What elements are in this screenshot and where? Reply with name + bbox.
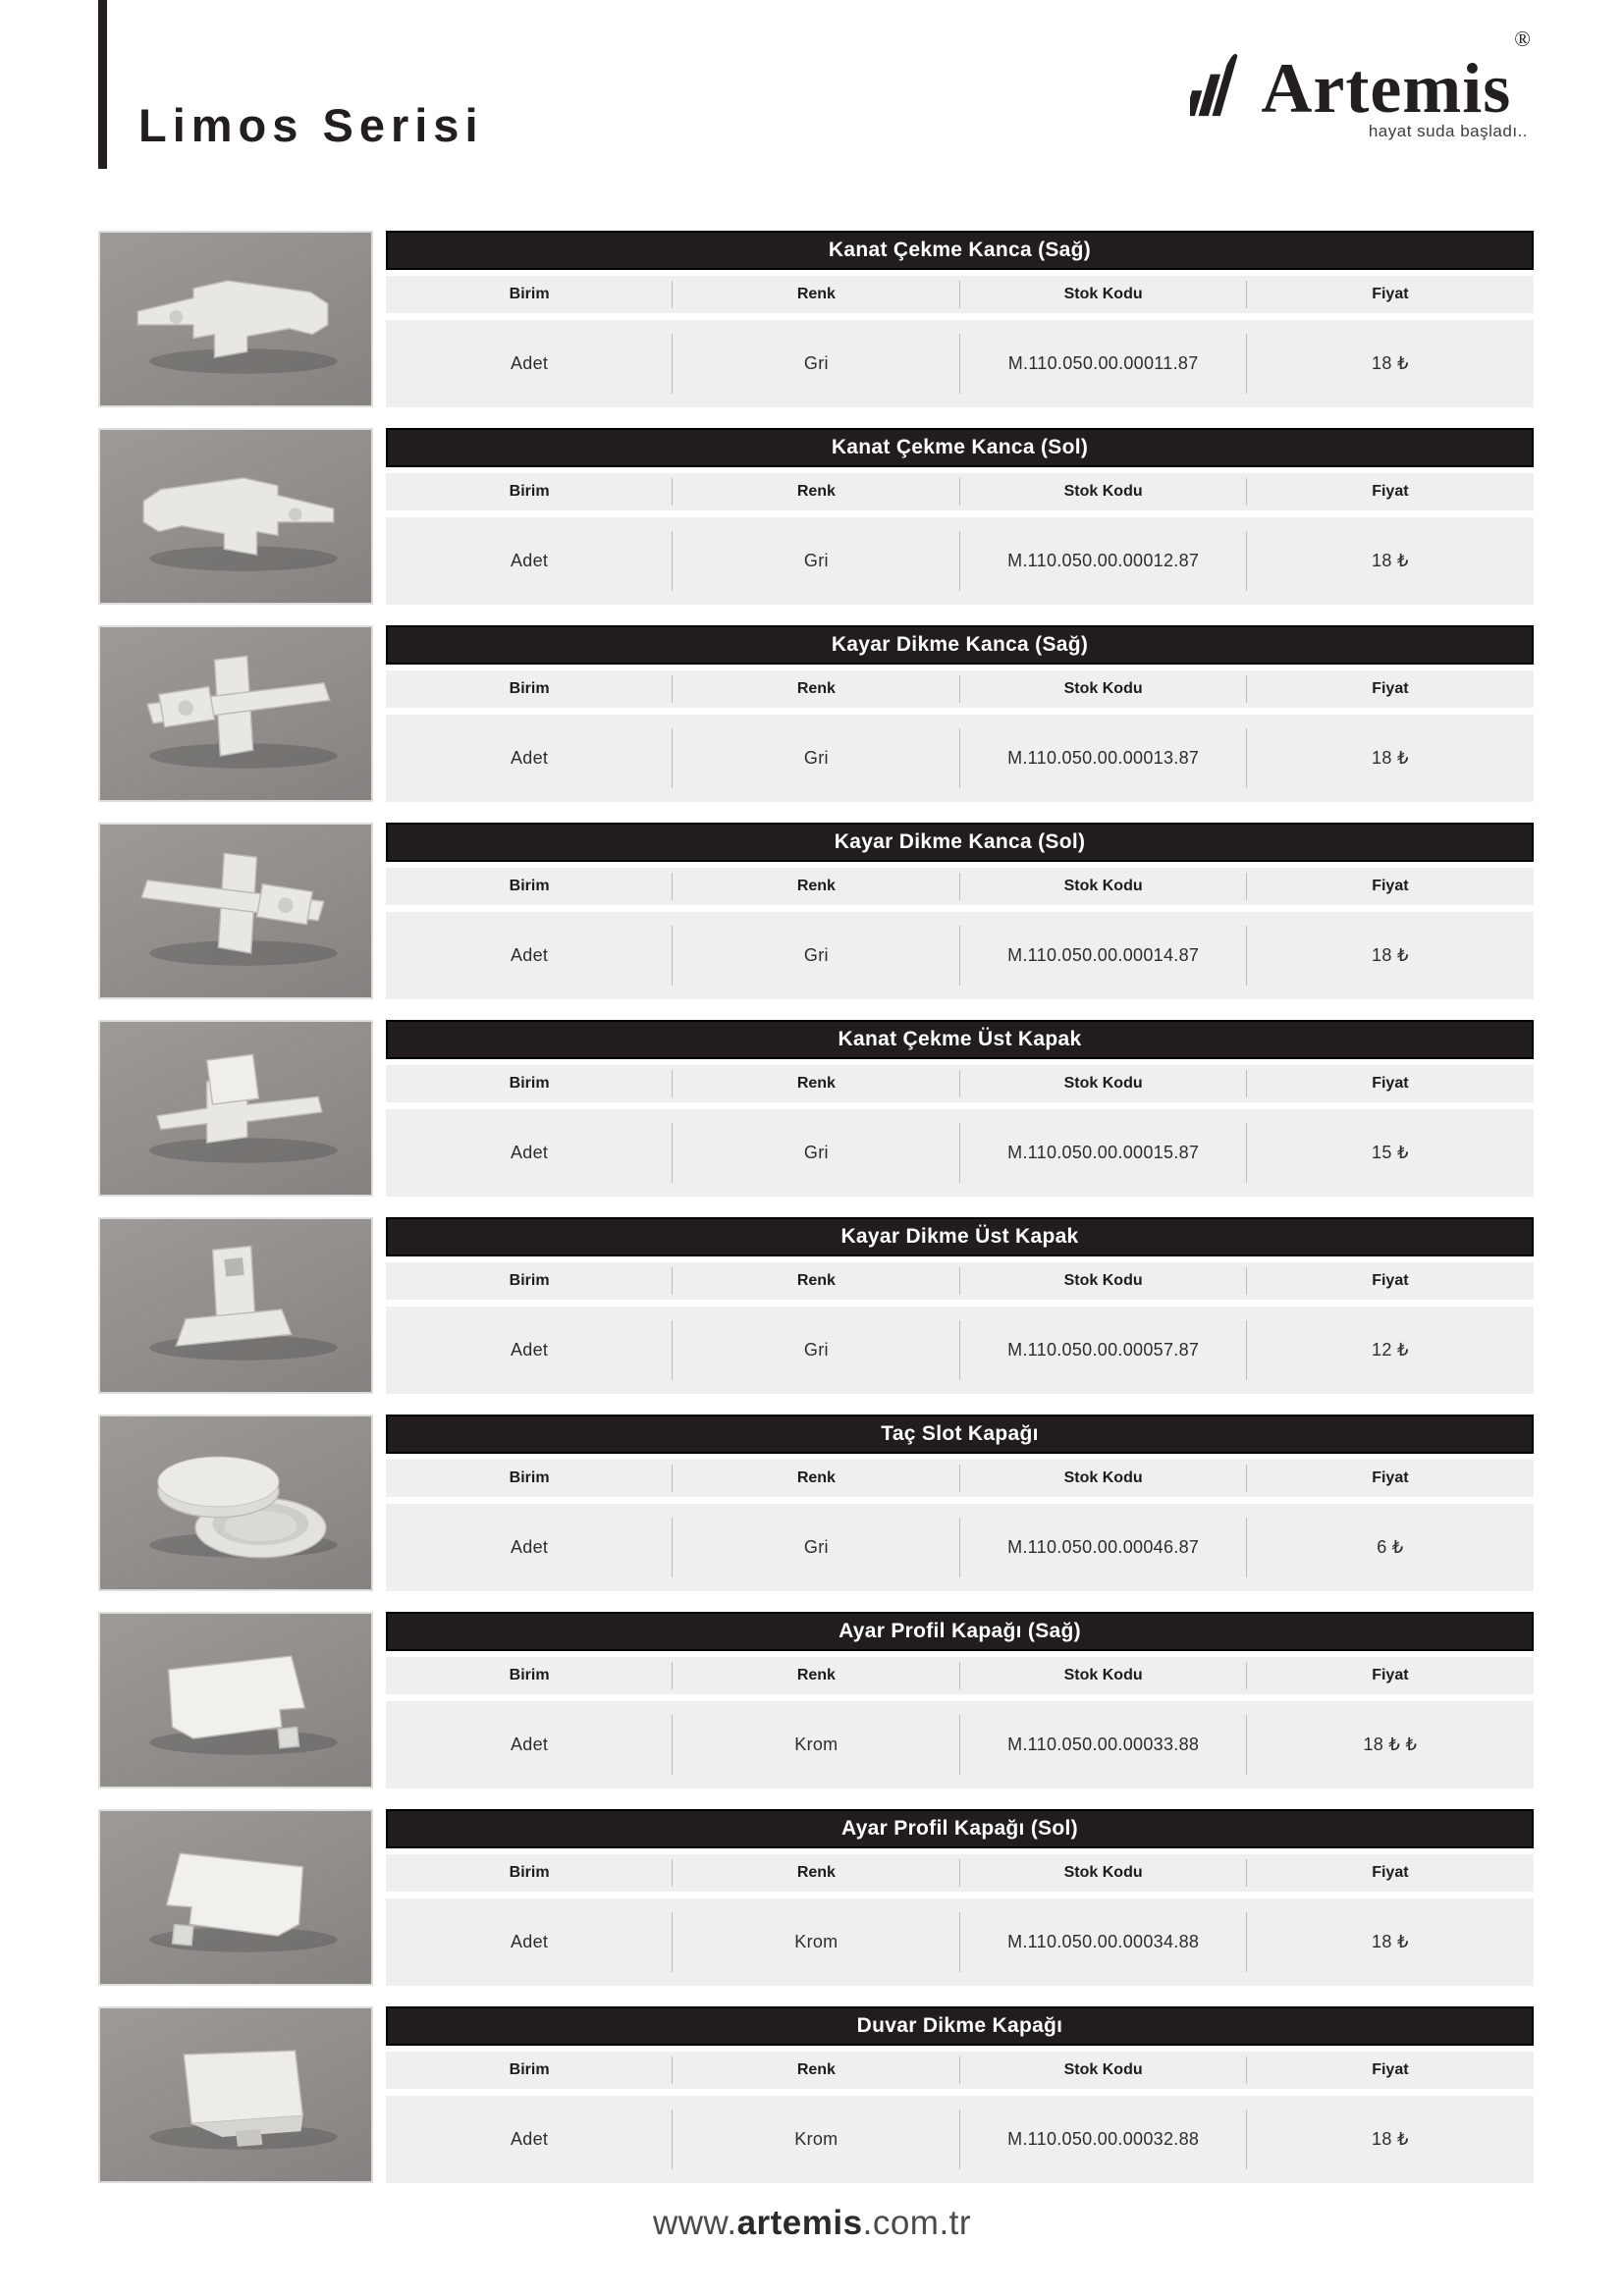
- table-data-row: [386, 1701, 1534, 1789]
- product-table: [386, 1415, 1534, 1591]
- table-header-row: [386, 1460, 1534, 1497]
- footer-url-suffix: .com.tr: [862, 2204, 972, 2242]
- cell-stok-kodu: M.110.050.00.00014.87: [960, 912, 1247, 999]
- column-header-birim: Birim: [386, 1262, 673, 1300]
- product-name-header: Ayar Profil Kapağı (Sol): [386, 1809, 1534, 1848]
- cell-birim: Adet: [386, 517, 673, 605]
- brand-tagline: hayat suda başladı..: [1368, 122, 1528, 140]
- product-section: [98, 823, 1534, 999]
- column-header-stok-kodu: Stok Kodu: [960, 670, 1247, 708]
- accent-bar: [98, 0, 107, 169]
- table-data-row: [386, 1109, 1534, 1197]
- cell-renk: Gri: [673, 715, 959, 802]
- column-header-fiyat: Fiyat: [1372, 1075, 1409, 1092]
- product-section: [98, 428, 1534, 605]
- column-header-renk: Renk: [673, 1854, 959, 1892]
- cell-renk: Krom: [673, 1701, 959, 1789]
- column-header-birim: Birim: [386, 1065, 673, 1102]
- page-header: [0, 0, 1624, 231]
- column-header-stok-kodu: Stok Kodu: [960, 1657, 1247, 1694]
- column-header-birim: Birim: [386, 473, 673, 510]
- column-header-fiyat: Fiyat: [1372, 2061, 1409, 2078]
- cell-renk: Gri: [673, 912, 959, 999]
- table-header-row: [386, 2052, 1534, 2089]
- slide-hook-left-part-photo: [98, 823, 373, 999]
- product-name-header: Kanat Çekme Kanca (Sol): [386, 428, 1534, 467]
- brand-logo: [1190, 26, 1531, 141]
- product-section: [98, 625, 1534, 802]
- column-header-fiyat: Fiyat: [1372, 1864, 1409, 1881]
- square-cap-part-photo: [98, 2006, 373, 2183]
- cell-birim: Adet: [386, 1504, 673, 1591]
- hook-right-part-photo: [98, 231, 373, 407]
- footer: [0, 2204, 1624, 2272]
- cell-birim: Adet: [386, 1109, 673, 1197]
- cell-renk: Krom: [673, 1898, 959, 1986]
- column-header-stok-kodu: Stok Kodu: [960, 1854, 1247, 1892]
- column-header-stok-kodu: Stok Kodu: [960, 868, 1247, 905]
- product-list: [98, 231, 1534, 2183]
- cell-birim: Adet: [386, 715, 673, 802]
- product-section: [98, 1415, 1534, 1591]
- cell-fiyat: 6 ₺: [1377, 1537, 1404, 1557]
- corner-cap-right-part-photo: [98, 1612, 373, 1789]
- cell-stok-kodu: M.110.050.00.00034.88: [960, 1898, 1247, 1986]
- page-title: Limos Serisi: [138, 99, 484, 151]
- column-header-birim: Birim: [386, 1460, 673, 1497]
- column-header-renk: Renk: [673, 2052, 959, 2089]
- table-header-row: [386, 1854, 1534, 1892]
- product-table: [386, 428, 1534, 605]
- cell-fiyat: 18 ₺: [1372, 748, 1409, 768]
- product-name-header: Kayar Dikme Kanca (Sağ): [386, 625, 1534, 665]
- cell-fiyat: 18 ₺ ₺: [1363, 1735, 1418, 1754]
- column-header-stok-kodu: Stok Kodu: [960, 473, 1247, 510]
- table-data-row: [386, 912, 1534, 999]
- cell-stok-kodu: M.110.050.00.00013.87: [960, 715, 1247, 802]
- product-table: [386, 1612, 1534, 1789]
- column-header-renk: Renk: [673, 276, 959, 313]
- cell-stok-kodu: M.110.050.00.00012.87: [960, 517, 1247, 605]
- product-name-header: Kanat Çekme Üst Kapak: [386, 1020, 1534, 1059]
- cell-renk: Gri: [673, 1307, 959, 1394]
- table-data-row: [386, 715, 1534, 802]
- hook-left-part-photo: [98, 428, 373, 605]
- product-section: [98, 231, 1534, 407]
- product-table: [386, 2006, 1534, 2183]
- product-name-header: Ayar Profil Kapağı (Sağ): [386, 1612, 1534, 1651]
- column-header-birim: Birim: [386, 670, 673, 708]
- column-header-renk: Renk: [673, 1657, 959, 1694]
- column-header-renk: Renk: [673, 1065, 959, 1102]
- cell-fiyat: 18 ₺: [1372, 2129, 1409, 2149]
- cell-stok-kodu: M.110.050.00.00011.87: [960, 320, 1247, 407]
- table-data-row: [386, 517, 1534, 605]
- column-header-renk: Renk: [673, 670, 959, 708]
- cell-birim: Adet: [386, 1701, 673, 1789]
- column-header-fiyat: Fiyat: [1372, 1667, 1409, 1683]
- corner-cap-left-part-photo: [98, 1809, 373, 1986]
- cell-renk: Gri: [673, 1109, 959, 1197]
- table-header-row: [386, 868, 1534, 905]
- column-header-birim: Birim: [386, 1657, 673, 1694]
- cell-birim: Adet: [386, 2096, 673, 2183]
- product-section: [98, 1020, 1534, 1197]
- registered-trademark-icon: ®: [1514, 26, 1531, 51]
- cell-stok-kodu: M.110.050.00.00032.88: [960, 2096, 1247, 2183]
- table-header-row: [386, 670, 1534, 708]
- column-header-stok-kodu: Stok Kodu: [960, 2052, 1247, 2089]
- artemis-logo-mark-icon: [1190, 45, 1255, 118]
- cell-stok-kodu: M.110.050.00.00033.88: [960, 1701, 1247, 1789]
- column-header-fiyat: Fiyat: [1372, 1272, 1409, 1289]
- table-data-row: [386, 1898, 1534, 1986]
- cell-stok-kodu: M.110.050.00.00057.87: [960, 1307, 1247, 1394]
- column-header-fiyat: Fiyat: [1372, 483, 1409, 500]
- cell-fiyat: 18 ₺: [1372, 945, 1409, 965]
- product-table: [386, 1020, 1534, 1197]
- product-section: [98, 1612, 1534, 1789]
- cell-fiyat: 18 ₺: [1372, 353, 1409, 373]
- cell-stok-kodu: M.110.050.00.00046.87: [960, 1504, 1247, 1591]
- round-caps-part-photo: [98, 1415, 373, 1591]
- column-header-stok-kodu: Stok Kodu: [960, 1460, 1247, 1497]
- product-name-header: Duvar Dikme Kapağı: [386, 2006, 1534, 2046]
- cell-renk: Gri: [673, 1504, 959, 1591]
- product-table: [386, 231, 1534, 407]
- table-header-row: [386, 1262, 1534, 1300]
- column-header-fiyat: Fiyat: [1372, 286, 1409, 302]
- cell-birim: Adet: [386, 1898, 673, 1986]
- column-header-birim: Birim: [386, 2052, 673, 2089]
- product-section: [98, 2006, 1534, 2183]
- column-header-fiyat: Fiyat: [1372, 680, 1409, 697]
- cell-fiyat: 12 ₺: [1372, 1340, 1409, 1360]
- column-header-renk: Renk: [673, 473, 959, 510]
- cell-fiyat: 18 ₺: [1372, 1932, 1409, 1951]
- column-header-birim: Birim: [386, 1854, 673, 1892]
- table-data-row: [386, 320, 1534, 407]
- table-data-row: [386, 1504, 1534, 1591]
- column-header-renk: Renk: [673, 1262, 959, 1300]
- column-header-birim: Birim: [386, 276, 673, 313]
- product-name-header: Kayar Dikme Üst Kapak: [386, 1217, 1534, 1256]
- column-header-stok-kodu: Stok Kodu: [960, 1065, 1247, 1102]
- column-header-birim: Birim: [386, 868, 673, 905]
- column-header-fiyat: Fiyat: [1372, 1469, 1409, 1486]
- brand-name: Artemis: [1261, 48, 1512, 128]
- cell-birim: Adet: [386, 912, 673, 999]
- cell-birim: Adet: [386, 1307, 673, 1394]
- table-header-row: [386, 1065, 1534, 1102]
- footer-url-brand: artemis: [736, 2204, 863, 2242]
- product-name-header: Kanat Çekme Kanca (Sağ): [386, 231, 1534, 270]
- product-table: [386, 823, 1534, 999]
- post-cap-part-photo: [98, 1217, 373, 1394]
- cell-birim: Adet: [386, 320, 673, 407]
- column-header-renk: Renk: [673, 868, 959, 905]
- column-header-fiyat: Fiyat: [1372, 878, 1409, 894]
- cell-fiyat: 15 ₺: [1372, 1143, 1409, 1162]
- product-table: [386, 1217, 1534, 1394]
- cell-fiyat: 18 ₺: [1372, 551, 1409, 570]
- cell-renk: Krom: [673, 2096, 959, 2183]
- column-header-stok-kodu: Stok Kodu: [960, 276, 1247, 313]
- product-table: [386, 1809, 1534, 1986]
- product-name-header: Kayar Dikme Kanca (Sol): [386, 823, 1534, 862]
- cell-stok-kodu: M.110.050.00.00015.87: [960, 1109, 1247, 1197]
- table-header-row: [386, 276, 1534, 313]
- footer-website-link[interactable]: [653, 2204, 971, 2242]
- top-cap-part-photo: [98, 1020, 373, 1197]
- cell-renk: Gri: [673, 517, 959, 605]
- slide-hook-right-part-photo: [98, 625, 373, 802]
- column-header-renk: Renk: [673, 1460, 959, 1497]
- table-data-row: [386, 2096, 1534, 2183]
- table-header-row: [386, 473, 1534, 510]
- product-section: [98, 1217, 1534, 1394]
- product-table: [386, 625, 1534, 802]
- column-header-stok-kodu: Stok Kodu: [960, 1262, 1247, 1300]
- product-name-header: Taç Slot Kapağı: [386, 1415, 1534, 1454]
- product-section: [98, 1809, 1534, 1986]
- table-data-row: [386, 1307, 1534, 1394]
- table-header-row: [386, 1657, 1534, 1694]
- footer-url-prefix: www.: [652, 2204, 737, 2242]
- cell-renk: Gri: [673, 320, 959, 407]
